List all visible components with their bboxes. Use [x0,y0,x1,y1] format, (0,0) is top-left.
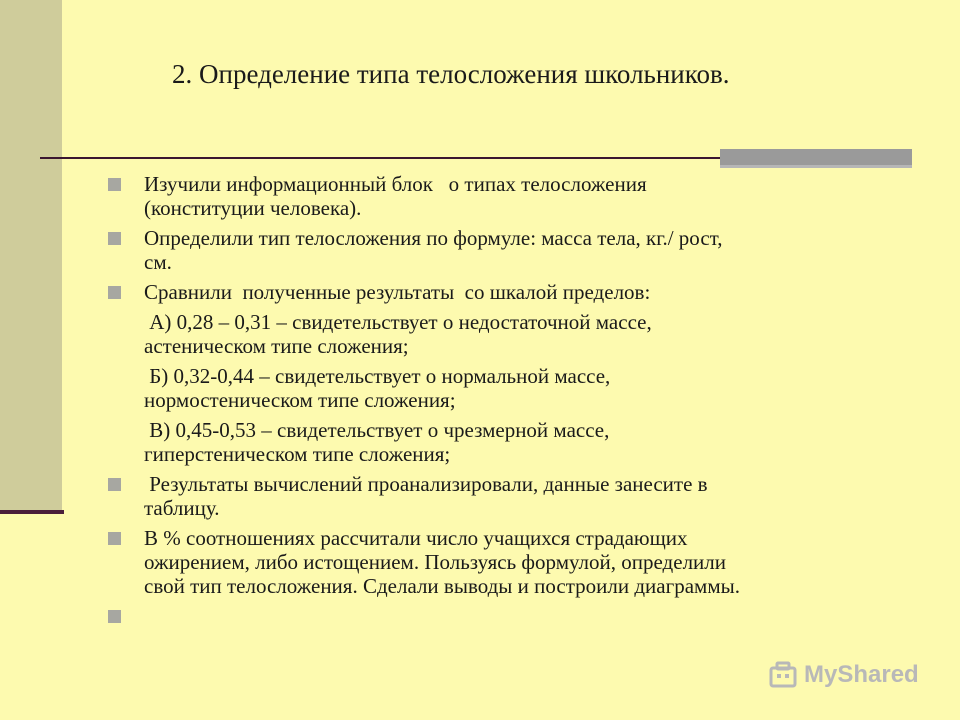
list-item [106,172,916,220]
sub-item-text: В) 0,45-0,53 – свидетельствует о чрезмерной массе, гиперстеническом типе сложения; [144,418,610,466]
list-item-text: Определили тип телосложения по формуле: масса тела, кг./ рост, см. [144,226,723,274]
myshared-logo-icon [768,660,798,690]
sub-item [106,418,916,466]
sub-item [106,310,916,358]
list-item [106,526,916,598]
square-bullet-icon [108,232,121,245]
title-divider-line [40,157,722,159]
watermark [768,658,919,692]
square-bullet-icon [108,610,121,623]
slide-body [106,172,916,634]
list-item-text: В % соотношениях рассчитали число учащихся страдающих ожирением, либо истощением. Пользуясь формулой, определили свой тип телосложения. Сделали выводы и построили диаграммы. [144,526,740,598]
watermark-text: MyShared [804,661,919,688]
title-divider-block [720,149,912,168]
slide-title: 2. Определение типа телосложения школьников. [172,59,730,89]
list-item [106,280,916,304]
sub-item [106,364,916,412]
list-item [106,226,916,274]
list-item-empty [106,604,916,628]
square-bullet-icon [108,286,121,299]
sub-item-text: Б) 0,32-0,44 – свидетельствует о нормальной массе, нормостеническом типе сложения; [144,364,611,412]
left-decor-band [0,0,62,512]
square-bullet-icon [108,478,121,491]
list-item-text: Результаты вычислений проанализировали, данные занесите в таблицу. [144,472,708,520]
square-bullet-icon [108,178,121,191]
list-item [106,472,916,520]
sub-item-text: А) 0,28 – 0,31 – свидетельствует о недостаточной массе, астеническом типе сложения; [144,310,652,358]
list-item-text: Сравнили полученные результаты со шкалой пределов: [144,280,651,304]
square-bullet-icon [108,532,121,545]
list-item-text: Изучили информационный блок о типах телосложения (конституции человека). [144,172,647,220]
left-decor-band-base [0,510,64,514]
